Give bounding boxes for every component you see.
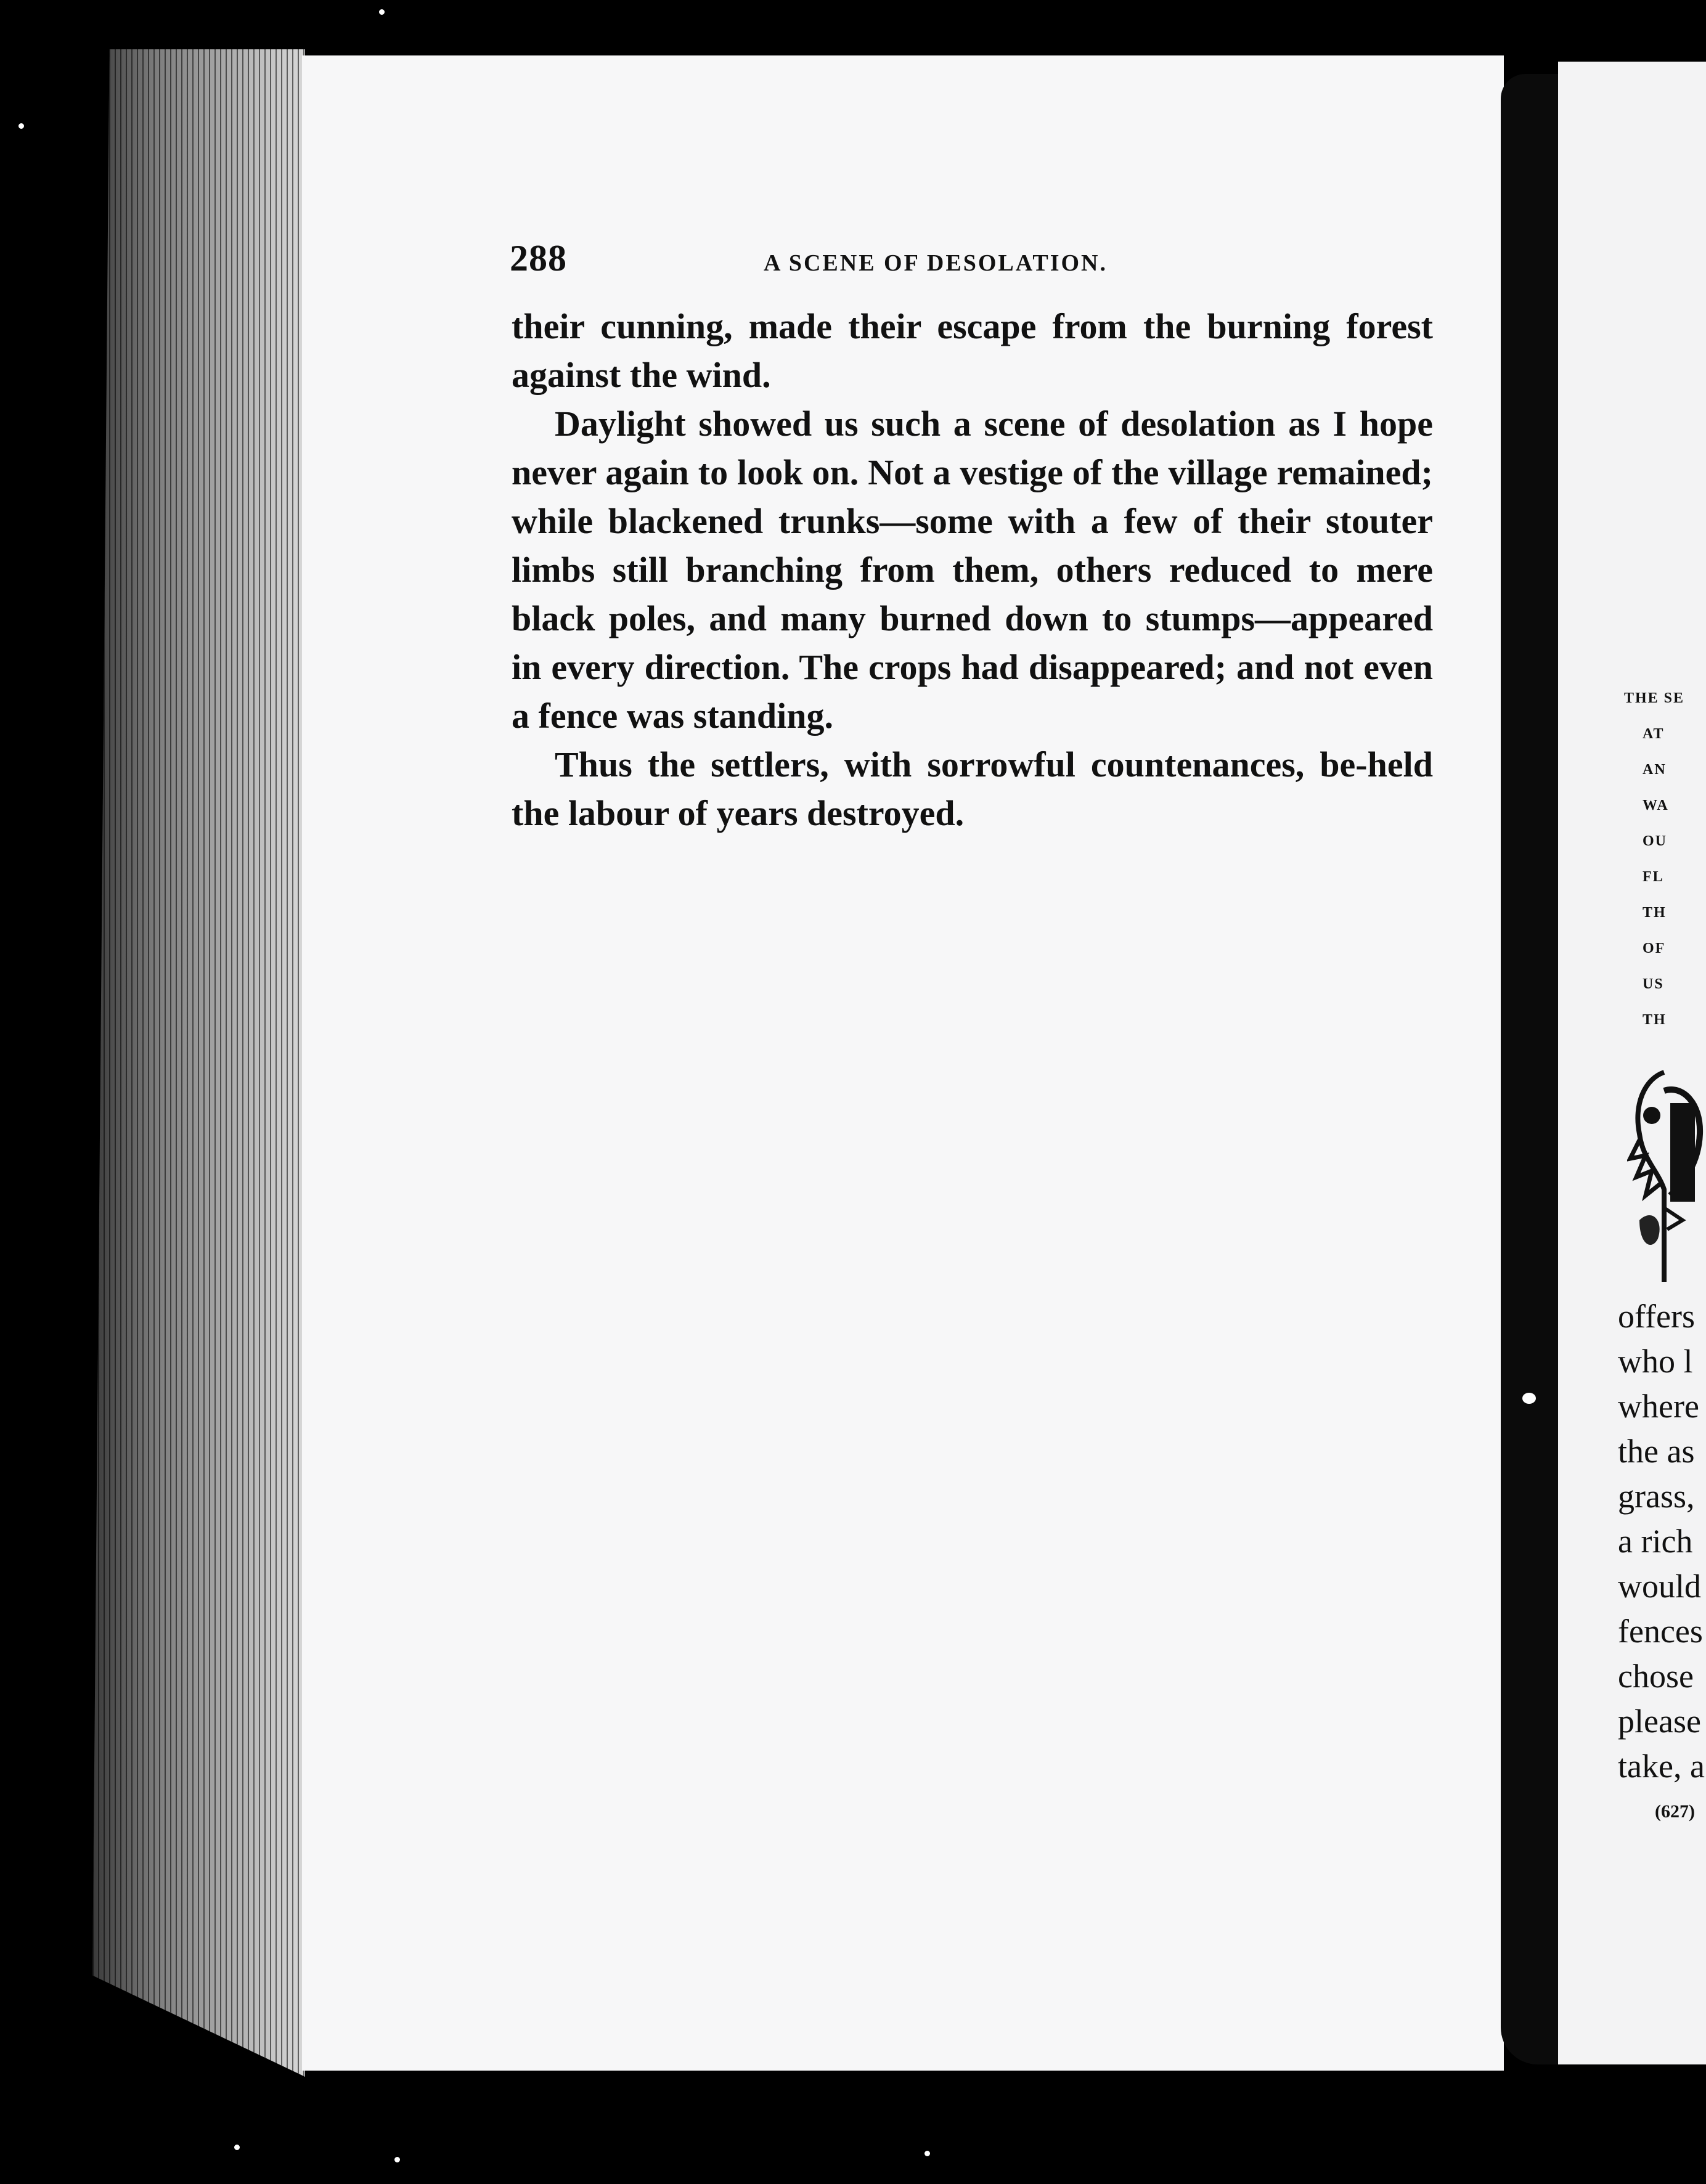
fragment-line: chose — [1618, 1658, 1694, 1695]
chapter-contents-fragment — [1624, 690, 1706, 1048]
contents-line: AN — [1643, 762, 1667, 778]
contents-line: TH — [1643, 1012, 1667, 1028]
fragment-line: grass, — [1618, 1478, 1695, 1515]
paragraph: Thus the settlers, with sorrowful countenances, be-held the labour of years destroyed. — [512, 744, 1433, 833]
fragment-line: the as — [1618, 1433, 1695, 1470]
body-text — [512, 302, 1433, 837]
paragraph: Daylight showed us such a scene of desolation as I hope never again to look on. Not a vestige of the village remained; while blackened trunks—some with a few of their stouter limbs still branching from them, others reduced to mere black poles, and many burned down to stumps—appeared in every direction. The crops had disappeared; and not even a fence was standing. — [512, 404, 1433, 736]
right-page-gutter-shadow — [1501, 74, 1559, 2064]
fragment-line: where — [1618, 1388, 1699, 1425]
scan-speck — [379, 9, 385, 15]
fragment-line: please — [1618, 1703, 1701, 1740]
fragment-line: a rich — [1618, 1523, 1693, 1560]
contents-line: US — [1643, 976, 1664, 992]
scan-speck — [394, 2157, 400, 2162]
running-title: A SCENE OF DESOLATION. — [764, 250, 1108, 276]
page-number: 288 — [510, 238, 567, 279]
contents-line: TH — [1643, 905, 1667, 921]
running-head — [510, 237, 1225, 280]
thistle-ornament-icon — [1627, 1066, 1706, 1288]
scan-speck — [1522, 1393, 1536, 1404]
page-edges — [92, 49, 305, 2077]
fragment-line: offers — [1618, 1298, 1695, 1335]
left-page — [302, 55, 1504, 2071]
fragment-line: would — [1618, 1568, 1701, 1605]
fragment-line: fences — [1618, 1613, 1703, 1650]
contents-line: FL — [1643, 869, 1664, 885]
scan-speck — [924, 2151, 930, 2156]
fragment-line: take, a — [1618, 1748, 1705, 1785]
footnote-number: (627) — [1655, 1801, 1695, 1822]
scan-speck — [234, 2145, 240, 2150]
contents-line: OU — [1643, 833, 1667, 849]
contents-line: THE SE — [1624, 690, 1685, 706]
contents-line: WA — [1643, 797, 1669, 813]
scan-speck — [18, 123, 24, 129]
right-page-text-fragment — [1618, 1294, 1706, 1834]
contents-line: OF — [1643, 940, 1666, 956]
paragraph: their cunning, made their escape from the burning forest against the wind. — [512, 306, 1433, 395]
fragment-line: who l — [1618, 1343, 1693, 1380]
contents-line: AT — [1643, 726, 1665, 742]
